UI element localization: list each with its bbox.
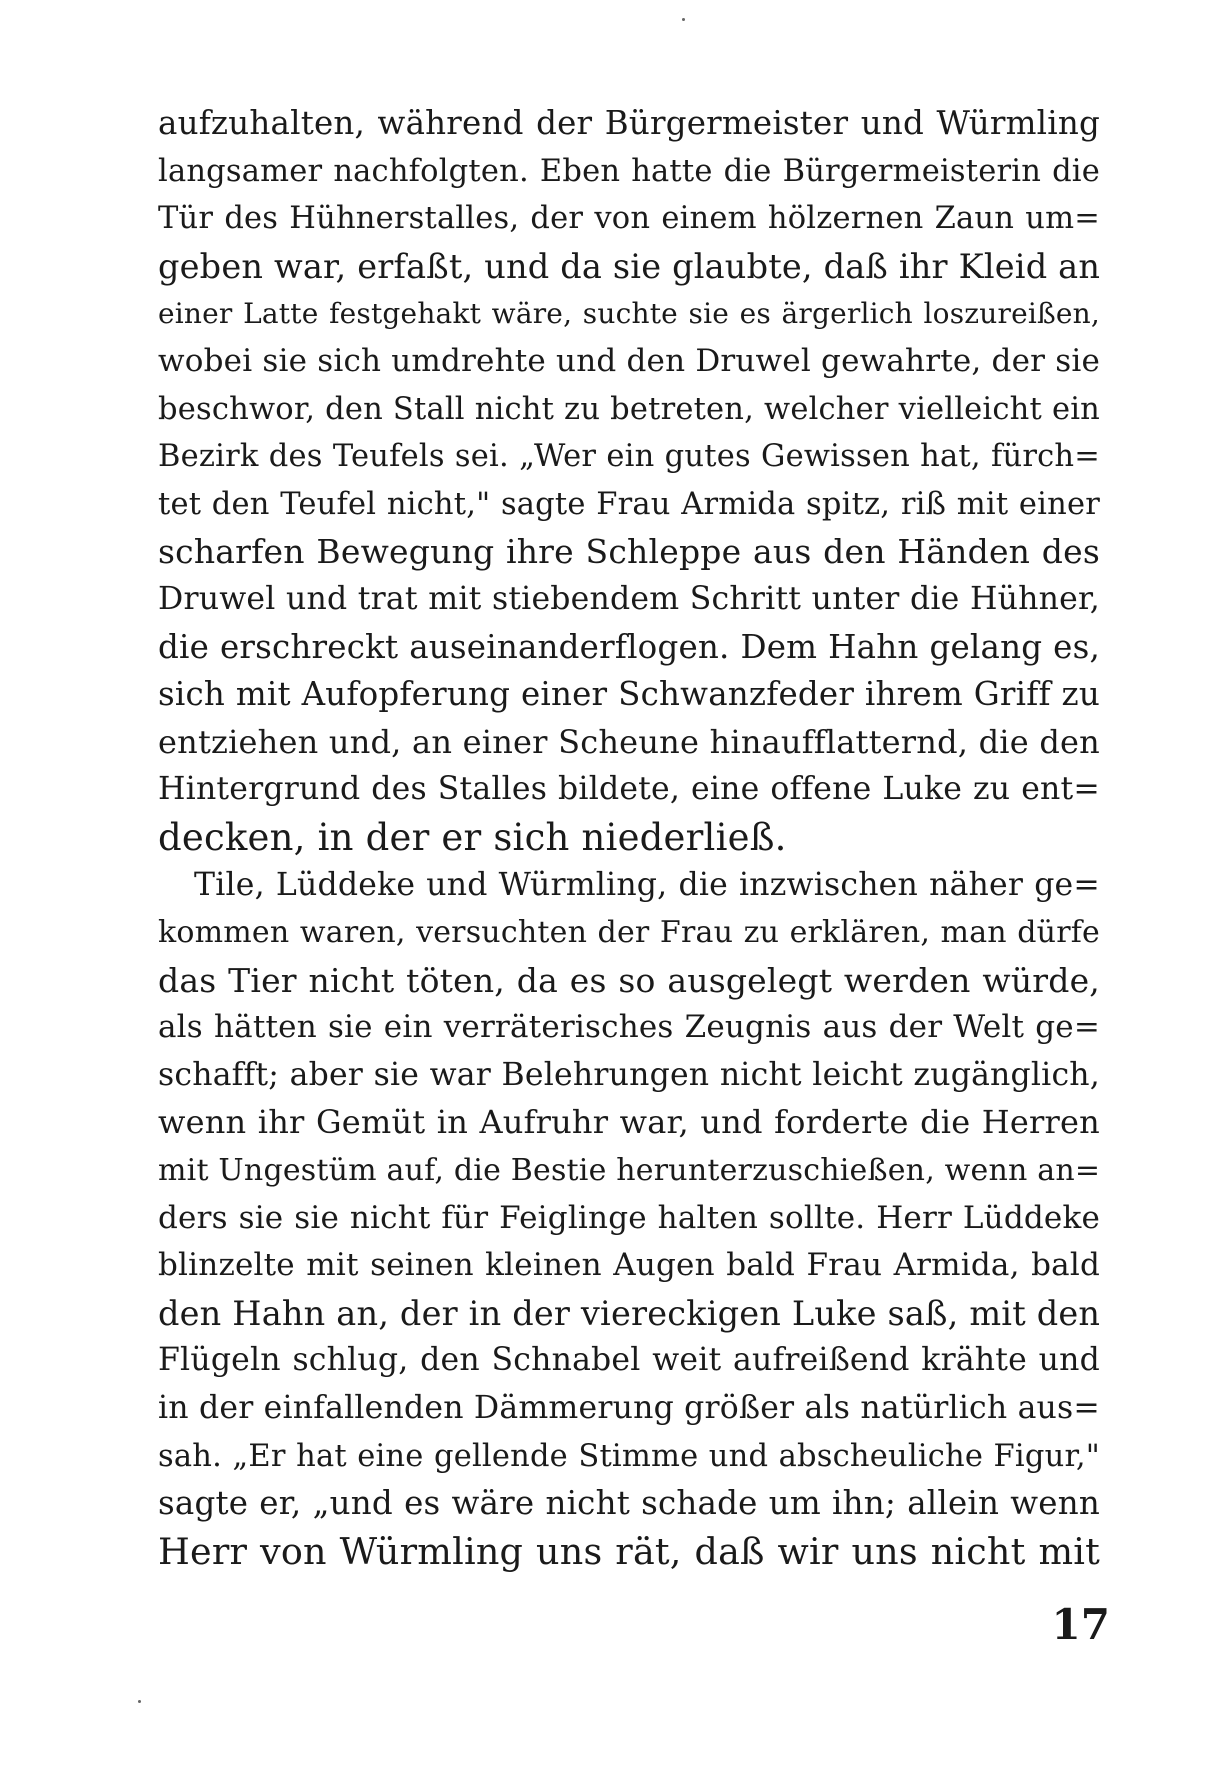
text-line: geben war, erfaßt, und da sie glaubte, daß ihr Kleid an: [158, 246, 1101, 286]
text-line: entziehen und, an einer Scheune hinaufflatternd, die den: [158, 722, 1100, 761]
text-line: kommen waren, versuchten der Frau zu erklären, man dürfe: [158, 915, 1100, 951]
text-line: Tür des Hühnerstalles, der von einem hölzernen Zaun um=: [158, 201, 1100, 237]
text-line: das Tier nicht töten, da es so ausgelegt werden würde,: [158, 960, 1100, 1000]
text-line: langsamer nachfolgten. Eben hatte die Bürgermeisterin die: [158, 153, 1100, 189]
text-line: beschwor, den Stall nicht zu betreten, welcher vielleicht ein: [158, 391, 1100, 427]
text-line: sich mit Aufopferung einer Schwanzfeder ihrem Griff zu: [158, 675, 1100, 714]
text-line: blinzelte mit seinen kleinen Augen bald Frau Armida, bald: [158, 1247, 1100, 1284]
body-text: [158, 100, 1100, 1575]
page-number: 17: [1051, 1600, 1110, 1649]
text-line: wobei sie sich umdrehte und den Druwel gewahrte, der sie: [158, 342, 1100, 379]
text-line: schafft; aber sie war Belehrungen nicht leicht zugänglich,: [158, 1056, 1100, 1093]
text-line: Druwel und trat mit stiebendem Schritt unter die Hühner,: [158, 580, 1100, 617]
text-line: Flügeln schlug, den Schnabel weit aufreißend krähte und: [158, 1342, 1100, 1379]
text-line: Tile, Lüddeke und Würmling, die inzwischen näher ge=: [194, 866, 1100, 903]
text-line: scharfen Bewegung ihre Schleppe aus den Händen des: [158, 532, 1100, 572]
text-line: einer Latte festgehakt wäre, suchte sie es ärgerlich loszureißen,: [158, 297, 1100, 331]
text-line: ders sie sie nicht für Feiglinge halten sollte. Herr Lüddeke: [158, 1199, 1100, 1236]
text-line: als hätten sie ein verräterisches Zeugnis aus der Welt ge=: [158, 1009, 1100, 1046]
text-line: die erschreckt auseinanderflogen. Dem Hahn gelang es,: [158, 627, 1100, 666]
scan-speck: [682, 18, 685, 21]
text-line: Hintergrund des Stalles bildete, eine offene Luke zu ent=: [158, 771, 1100, 808]
text-line: den Hahn an, der in der viereckigen Luke saß, mit den: [158, 1293, 1101, 1333]
text-line: tet den Teufel nicht," sagte Frau Armida spitz, riß mit einer: [158, 486, 1100, 522]
text-line: in der einfallenden Dämmerung größer als natürlich aus=: [158, 1390, 1100, 1427]
text-line: sah. „Er hat eine gellende Stimme und abscheuliche Figur,": [158, 1438, 1100, 1474]
text-line: mit Ungestüm auf, die Bestie herunterzuschießen, wenn an=: [158, 1153, 1101, 1189]
text-line: sagte er, „und es wäre nicht schade um ihn; allein wenn: [158, 1484, 1100, 1523]
text-line: aufzuhalten, während der Bürgermeister und Würmling: [158, 104, 1100, 142]
text-line: decken, in der er sich niederließ.: [158, 815, 787, 859]
text-line: wenn ihr Gemüt in Aufruhr war, und forderte die Herren: [158, 1103, 1100, 1142]
scan-speck: [138, 1700, 141, 1703]
text-line: Bezirk des Teufels sei. „Wer ein gutes Gewissen hat, fürch=: [158, 439, 1100, 475]
text-line: Herr von Würmling uns rät, daß wir uns nicht mit: [158, 1529, 1100, 1573]
